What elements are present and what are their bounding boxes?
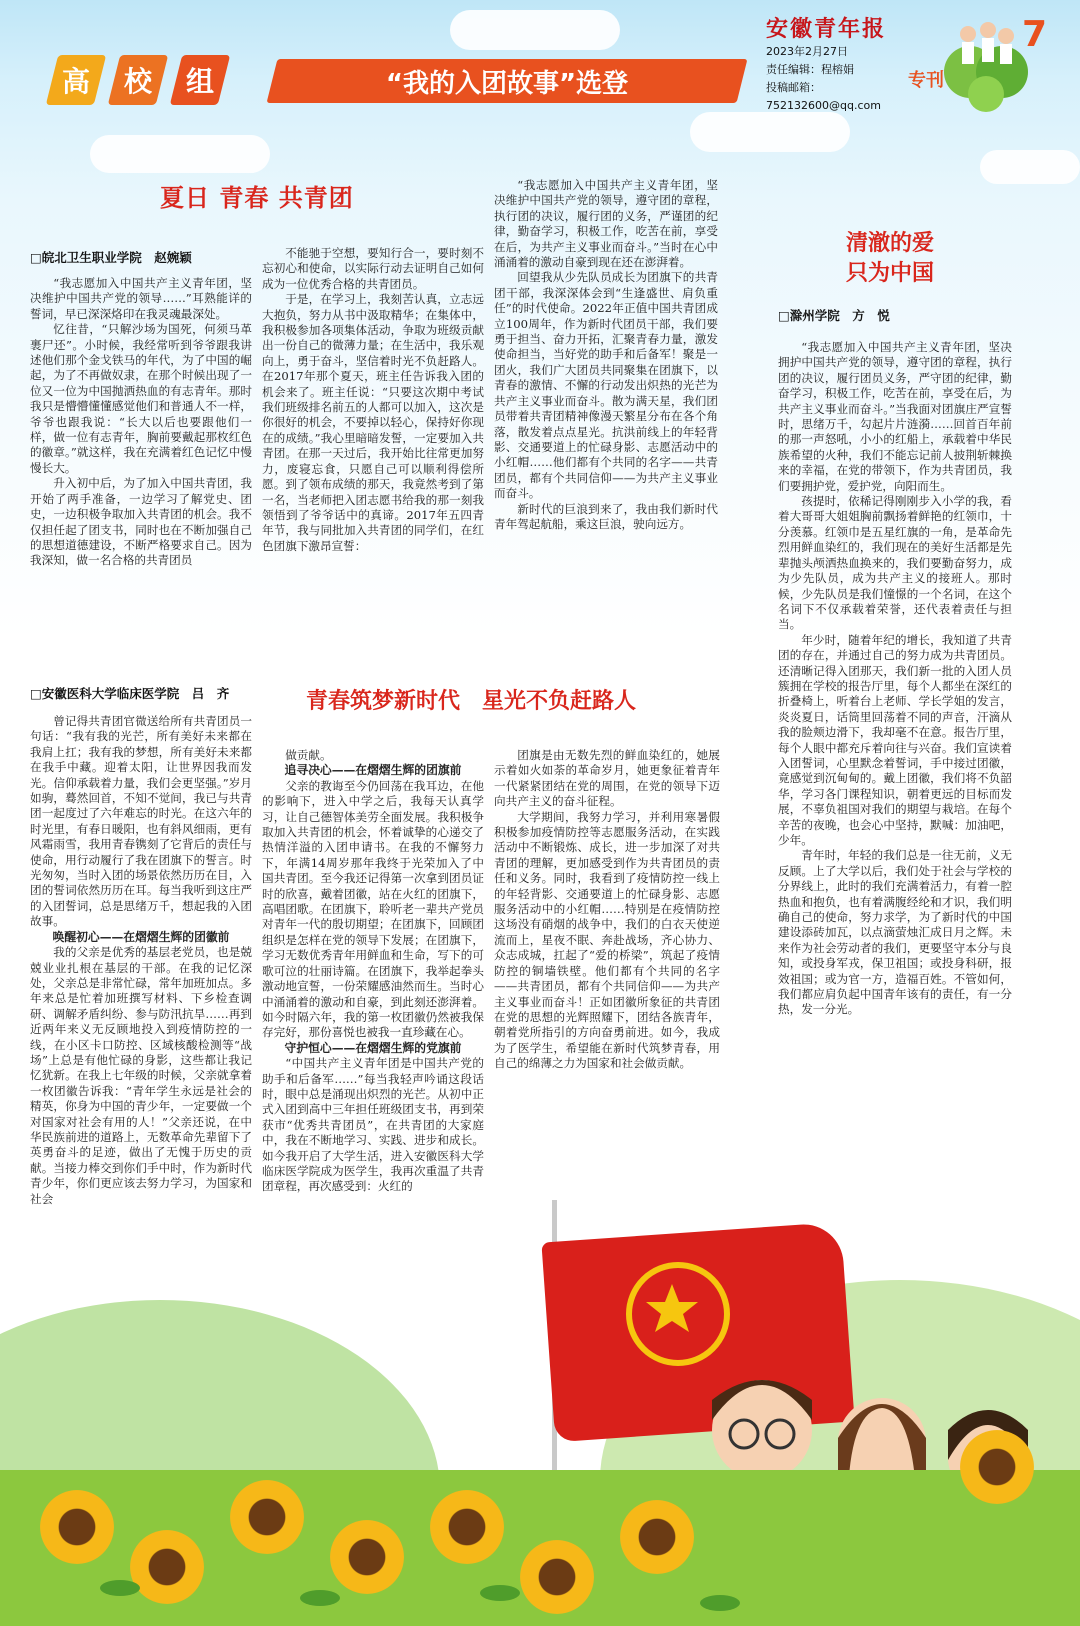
paragraph: “我志愿加入中国共产主义青年团，坚决维护中国共产党的领导……”耳熟能详的誓词，早已深深烙印在我灵魂最深处。 xyxy=(30,276,252,321)
article3-column-3 xyxy=(494,748,720,1128)
paragraph: 我的父亲是优秀的基层老党员，也是兢兢业业扎根在基层的干部。在我的记忆深处，父亲总是非常忙碌，常年加班加点。多年来总是忙着加班撰写材料、下乡检查调研、调解矛盾纠纷、参与防汛抗旱……再到近两年来义无反顾地投入到疫情防控的一线，在小区卡口防控、区域核酸检测等“战场”上总是有他忙碌的身影，这些都让我记忆犹新。在我上七年级的时候，父亲就拿着一枚团徽告诉我：“青年学生永远是社会的精英，你身为中国的青少年，一定要做一个对国家对社会有用的人！”父亲还说，在中华民族前进的道路上，无数革命先辈留下了英勇奋斗的足迹，做出了无愧于历史的贡献。当接力棒交到你们手中时，作为新时代青少年，你们更应该去努力学习，为国家和社会 xyxy=(30,945,252,1206)
paragraph: 年少时，随着年纪的增长，我知道了共青团的存在，并通过自己的努力成为共青团员。还清晰记得入团那天，我们新一批的入团人员簇拥在学校的报告厅里，每个人都坐在深红的折叠椅上，听着台上老师、学长学姐的发言，炎炎夏日，话筒里回荡着不同的声音，汗滴从我的脸颊边滑下，我却毫不在意。报告厅里，每个人眼中都充斥着向往与兴奋。我们宣读着入团誓词，心里默念着誓词，手中接过团徽，竟感觉到沉甸甸的。戴上团徽，我们将不负韶华，学习各门课程知识，朝着更远的目标而发展，不辜负祖国对我们的期望与栽培。在每个辛苦的夜晚，也会心中坚持，默喊：加油吧，少年。 xyxy=(778,632,1012,847)
issue-date: 2023年2月27日 xyxy=(766,45,848,58)
section-char-3: 组 xyxy=(170,55,230,105)
sunflower-icon xyxy=(520,1540,594,1614)
section-char-1: 高 xyxy=(46,55,106,105)
article3-column-1 xyxy=(30,714,252,1224)
paragraph: “我志愿加入中国共产主义青年团，坚决维护中国共产党的领导，遵守团的章程，执行团的决议，履行团的义务，严谨团的纪律，勤奋学习，积极工作，吃苦在前，享受在后，为共产主义事业而奋斗。”当时在心中涌涌着的激动自豪到现在还在澎湃着。 xyxy=(494,178,718,270)
subheading: 唤醒初心——在熠熠生辉的团徽前 xyxy=(52,929,230,944)
article3-byline: □安徽医科大学临床医学院 吕 齐 xyxy=(30,686,230,701)
students-logo-icon xyxy=(940,12,1030,112)
subheading: 守护恒心——在熠熠生辉的党旗前 xyxy=(284,1040,462,1055)
paragraph: 团旗是由无数先烈的鲜血染红的，她展示着如火如荼的革命岁月，她更象征着青年一代紧紧团结在党的周围，在党的领导下迈向共产主义的奋斗征程。 xyxy=(494,748,720,809)
paragraph: 于是，在学习上，我刻苦认真，立志远大抱负，努力从书中汲取精华；在集体中，我积极参加各项集体活动，争取为班级贡献出一份自己的微薄力量；在生活中，我乐观向上，勇于奋斗，坚信着时光不负赶路人。在2017年那个夏天，班主任告诉我入团的机会来了。班主任说：“只要这次期中考试我们班级排名前五的人都可以加入，这次是你很好的机会，不要掉以轻心，保持好你现在的成绩。”我心里暗暗发誓，一定要加入共青团。在那一天过后，我开始比往常更加努力，废寝忘食，只愿自己可以顺利得偿所愿。到了领布成绩的那天，我竟然考到了第一名，当老师把入团志愿书给我的那一刻我领悟到了爷爷话中的真谛。2017年五四青年节，我与同批加入共青团的同学们，在红色团旗下激昂宣誓： xyxy=(262,292,484,553)
article1-column-2 xyxy=(262,246,484,594)
cloud-decoration xyxy=(450,10,620,50)
article2-title-line1: 清澈的爱 xyxy=(846,231,935,256)
paragraph: 升入初中后，为了加入中国共青团，我开始了两手准备，一边学习了解党史、团史，一边积极争取加入共青团的机会。我不仅担任起了团支书，同时也在不断加强自己的思想道德建设，不断严格要求自己。因为我深知，做一名合格的共青团员 xyxy=(30,476,252,568)
article1-byline: □皖北卫生职业学院 赵婉颖 xyxy=(30,250,192,265)
sunflower-icon xyxy=(130,1530,204,1604)
sunflower-icon xyxy=(430,1490,504,1564)
leaf-decoration xyxy=(300,1590,340,1606)
article1-column-1 xyxy=(30,276,252,594)
article1-column-3 xyxy=(494,178,718,594)
email-label: 投稿邮箱： xyxy=(766,81,821,94)
email-address: 752132600@qq.com xyxy=(766,99,881,112)
leaf-decoration xyxy=(700,1595,740,1611)
article2-byline: □滁州学院 方 悦 xyxy=(778,308,890,323)
sunflower-icon xyxy=(230,1480,304,1554)
masthead xyxy=(766,12,886,115)
sunflower-icon xyxy=(960,1430,1034,1504)
page-number: 7 xyxy=(1022,14,1048,55)
paragraph: 父亲的教诲至今仍回荡在我耳边，在他的影响下，进入中学之后，我每天认真学习，让自己德智体美劳全面发展。我积极争取加入共青团的机会，怀着诚挚的心递交了热情洋溢的入团申请书。在我的不懈努力下，年满14周岁那年我终于光荣加入了中国共青团。至今我还记得第一次拿到团员证时的欣喜，戴着团徽，站在火红的团旗下，高唱团歌。在团旗下，聆听老一辈共产党员对青年一代的殷切期望；在团旗下，回顾团组织是怎样在党的领导下发展；在团旗下，学习无数优秀青年用鲜血和生命，写下的可歌可泣的壮丽诗篇。在团旗下，我举起拳头激动地宣誓，一份荣耀感油然而生。当时心中涌涌着的激动和自豪，到此刻还澎湃着。如今时隔六年，我的第一枚团徽仍然被我保存完好，那份喜悦也被我一直珍藏在心。 xyxy=(262,778,484,1040)
editor-credit: 责任编辑：程榕娟 xyxy=(766,63,854,76)
column-title: “我的入团故事”选登 xyxy=(267,59,748,103)
article2-title-line2: 只为中国 xyxy=(846,261,935,286)
paragraph: 做贡献。 xyxy=(285,748,332,762)
star-icon xyxy=(642,1280,702,1340)
paragraph: “我志愿加入中国共产主义青年团，坚决拥护中国共产党的领导，遵守团的章程，执行团的决议，履行团员义务，严守团的纪律，勤奋学习，积极工作，吃苦在前，享受在后，为共产主义事业而奋斗。”当我面对团旗庄严宣誓时，思绪万千，勾起片片涟漪……回首百年前的那一声怒吼，小小的红船上，承载着中华民族希望的火种，我们不能忘记前人披荆斩棘换来的幸福，在党的带领下，作为共青团员，我们要拥护党，爱护党，向阳而生。 xyxy=(778,340,1012,493)
paragraph: 忆往昔，“只解沙场为国死，何须马革裹尸还”。小时候，我经常听到爷爷跟我讲述他们那个金戈铁马的年代，为了中国的崛起，为了不再做奴隶，在那个时候出现了一位又一位为中国抛洒热血的有志青年。那时我只是懵懵懂懂感觉他们和普通人不一样，爷爷也跟我说：“长大以后也要跟他们一样，做一位有志青年，胸前要戴起那枚红色的徽章。”就这样，我在充满着红色记忆中慢慢长大。 xyxy=(30,322,252,475)
cloud-decoration xyxy=(980,150,1080,184)
paragraph: 大学期间，我努力学习，并利用寒暑假积极参加疫情防控等志愿服务活动，在实践活动中不断锻炼、成长，进一步加深了对共青团的理解，更加感受到作为共青团员的责任和义务。同时，我看到了疫情防控一线上的年轻背影、交通要道上的忙碌身影、志愿服务活动中的小红帽……特别是在疫情防控这场没有硝烟的战争中，我们的白衣天使逆流而上，星夜不眠、奔赴战场，齐心协力、众志成城，扛起了“爱的桥梁”，筑起了疫情防控的铜墙铁壁。他们都有个共同的名字——共青团员，都有个共同信仰——为共产主义事业而奋斗！正如团徽所象征的共青团在党的思想的光辉照耀下，团结各族青年，朝着党所指引的方向奋勇前进。如今，我成为了医学生，希望能在新时代筑梦青春，用自己的绵薄之力为国家和社会做贡献。 xyxy=(494,809,720,1071)
paragraph: “中国共产主义青年团是中国共产党的助手和后备军……”每当我轻声吟诵这段话时，眼中总是涌现出炽烈的光芒。从初中正式入团到高中三年担任班级团支书，再到荣获市“优秀共青团员”，在共青团的大家庭中，我在不断地学习、实践、进步和成长。如今我开启了大学生活，进入安徽医科大学临床医学院成为医学生，我再次重温了共青团章程，再次感受到：火红的 xyxy=(262,1056,484,1194)
article3-title: 青春筑梦新时代 星光不负赶路人 xyxy=(306,689,637,714)
cloud-decoration xyxy=(90,135,270,173)
subheading: 追寻决心——在熠熠生辉的团旗前 xyxy=(284,763,462,778)
special-edition-label: 专刊 xyxy=(908,70,944,91)
paragraph: 新时代的巨浪到来了，我由我们新时代青年驾起航船，乘这巨浪，驶向远方。 xyxy=(494,501,718,531)
paragraph: 孩提时，依稀记得刚刚步入小学的我，看着大哥哥大姐姐胸前飘扬着鲜艳的红领巾，十分羡慕。红领巾是五星红旗的一角，是革命先烈用鲜血染红的，我们现在的美好生活都是先辈抛头颅洒热血换来的，我们要勤奋努力，成为少先队员，成为共产主义的接班人。那时候，少先队员是我们憧憬的一个名词，在这个名词下不仅承载着荣誉，还代表着责任与担当。 xyxy=(778,494,1012,632)
sunflower-icon xyxy=(330,1520,404,1594)
leaf-decoration xyxy=(480,1585,520,1601)
paragraph: 青年时，年轻的我们总是一往无前，义无反顾。上了大学以后，我们处于社会与学校的分界线上，此时的我们充满着活力，有着一腔热血和抱负，也有着满腹经纶和才识，我们明确自己的使命，努力求学，为了新时代的中国建设添砖加瓦，以点滴萤烛汇成日月之辉。未来作为社会劳动者的我们，更要坚守本分与良知，或投身军戎，保卫祖国；或投身科研，报效祖国；或为官一方，造福百姓。不管如何，我们都应肩负起中国青年该有的责任，有一分热，发一分光。 xyxy=(778,848,1012,1017)
newspaper-name: 安徽青年报 xyxy=(766,16,887,42)
paragraph: 不能驰于空想，要知行合一，要时刻不忘初心和使命，以实际行动去证明自己如何成为一位优秀合格的共青团员。 xyxy=(262,246,484,291)
article2-column xyxy=(778,340,1012,1066)
section-char-2: 校 xyxy=(108,55,168,105)
sunflower-icon xyxy=(40,1490,114,1564)
paragraph: 曾记得共青团官微送给所有共青团员一句话：“我有我的光芒，所有美好未来都在我肩上扛；我有我的梦想，所有美好未来都在我手中藏。迎着太阳，让世界因我而发光。信仰承载着力量，我们会更坚强。”岁月如驹，蓦然回首，不知不觉间，我已与共青团一起度过了六年难忘的时光。在这六年的时光里，有春日暖阳，也有斜风细雨，更有风霜雨雪，我用青春镌刻了它背后的责任与使命，用行动履行了我在团旗下的誓言。时光匆匆，当时入团的场景依然历历在目，入团的誓词依然历历在耳。每当我听到这庄严的入团誓词，总是思绪万千，想起我的入团故事。 xyxy=(30,714,252,929)
sunflower-icon xyxy=(620,1500,694,1574)
cloud-decoration xyxy=(690,112,850,152)
leaf-decoration xyxy=(100,1580,140,1596)
paragraph: 回望我从少先队员成长为团旗下的共青团干部，我深深体会到“生逢盛世、肩负重任”的时代使命。2022年正值中国共青团成立100周年，作为新时代团员干部，我们要勇于担当、奋力开拓，汇聚青春力量，激发使命担当，当好党的助手和后备军！聚是一团火，我们广大团员共同聚集在团旗下，以青春的激情、不懈的行动发出炽热的光芒为共产主义事业而奋斗。散为满天星，我们团员带着共青团精神像漫天繁星分布在各个角落，散发着点点星光。抗洪前线上的年轻背影、交通要道上的忙碌身影、志愿活动中的小红帽……他们都有个共同的名字——共青团员，都有个共同信仰——为共产主义事业而奋斗。 xyxy=(494,270,718,501)
article3-column-2 xyxy=(262,748,484,1224)
article1-title: 夏日 青春 共青团 xyxy=(160,184,354,212)
